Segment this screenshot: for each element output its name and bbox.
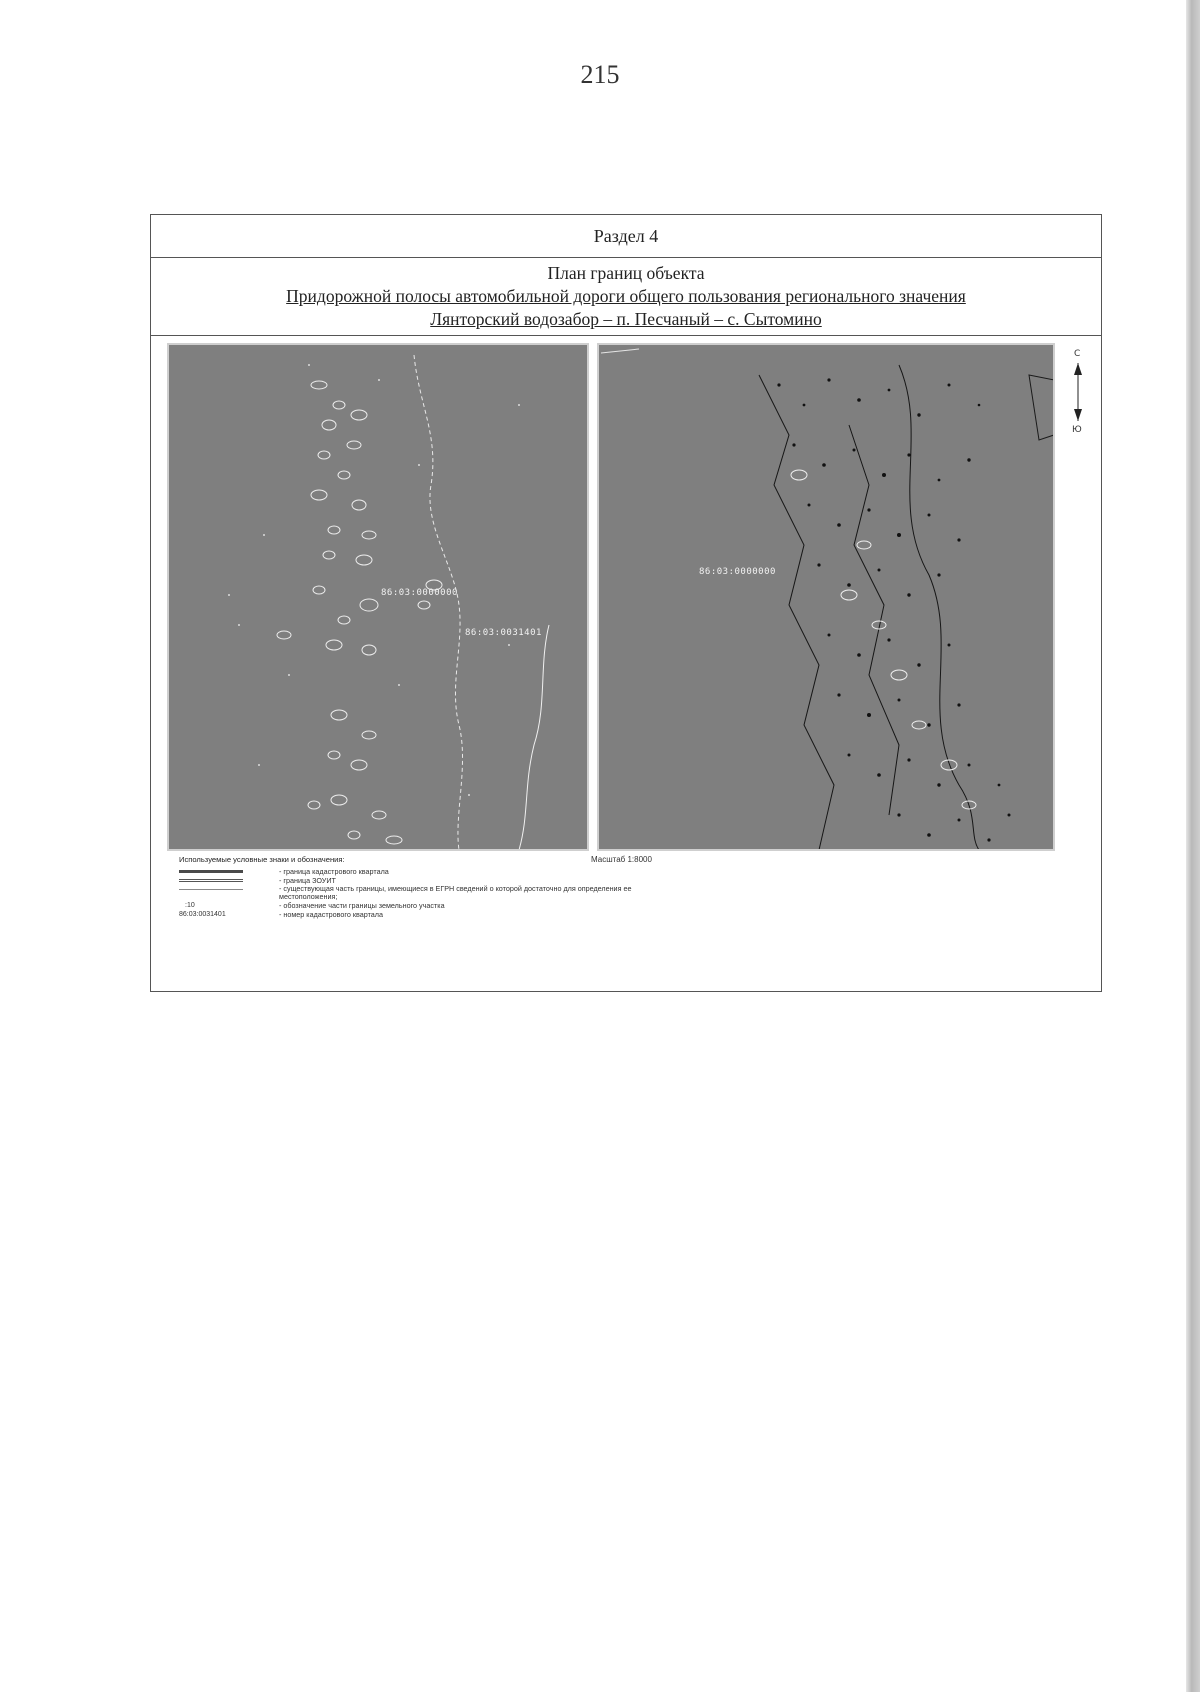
legend-symbol-existing-line — [179, 885, 279, 890]
map-legend — [179, 855, 779, 919]
legend-item-text: - граница ЗОУИТ — [279, 876, 336, 885]
north-arrow-icon — [1067, 361, 1089, 431]
legend-symbol-text: :10 — [185, 902, 195, 909]
legend-item — [179, 910, 779, 919]
compass-north-label: С — [1074, 349, 1081, 359]
legend-item — [179, 901, 779, 910]
title-line-2: Придорожной полосы автомобильной дороги общего пользования регионального значения — [286, 286, 966, 306]
legend-symbol-quarter-line — [179, 870, 279, 873]
scan-edge-strip — [1186, 0, 1200, 1692]
title-line-3: Лянторский водозабор – п. Песчаный – с. Сытомино — [430, 309, 822, 329]
north-arrow — [1067, 347, 1089, 437]
legend-item-text: - существующая часть границы, имеющиеся в ЕГРН сведений о которой достаточно для определения ее местоположения; — [279, 884, 632, 901]
legend-title: Используемые условные знаки и обозначения: — [179, 855, 345, 864]
section-label: Раздел 4 — [151, 215, 1101, 258]
cadastral-label-right-1: 86:03:0000000 — [699, 567, 776, 577]
legend-symbol-quarter-number — [179, 911, 279, 918]
legend-symbol-part-number — [179, 902, 279, 909]
legend-symbol-text: 86:03:0031401 — [179, 911, 226, 918]
legend-item-text: - граница кадастрового квартала — [279, 867, 389, 876]
map-scale: Масштаб 1:8000 — [591, 855, 652, 864]
cadastral-label-left-2: 86:03:0031401 — [465, 628, 542, 638]
legend-item — [179, 885, 779, 901]
map-panel-right — [597, 343, 1055, 851]
map-left-drawing — [169, 345, 589, 851]
compass-south-label: Ю — [1072, 425, 1082, 435]
map-right-drawing — [599, 345, 1055, 851]
page-number: 215 — [580, 60, 620, 89]
legend-item-text: - обозначение части границы земельного участка — [279, 901, 445, 910]
document-frame — [150, 214, 1102, 992]
legend-item-text: - номер кадастрового квартала — [279, 910, 383, 919]
legend-item — [179, 867, 779, 876]
map-panel-left — [167, 343, 589, 851]
cadastral-label-left-1: 86:03:0000000 — [381, 588, 458, 598]
title-block — [151, 258, 1101, 336]
legend-symbol-zouit-line — [179, 879, 279, 882]
title-line-1: План границ объекта — [547, 263, 705, 283]
